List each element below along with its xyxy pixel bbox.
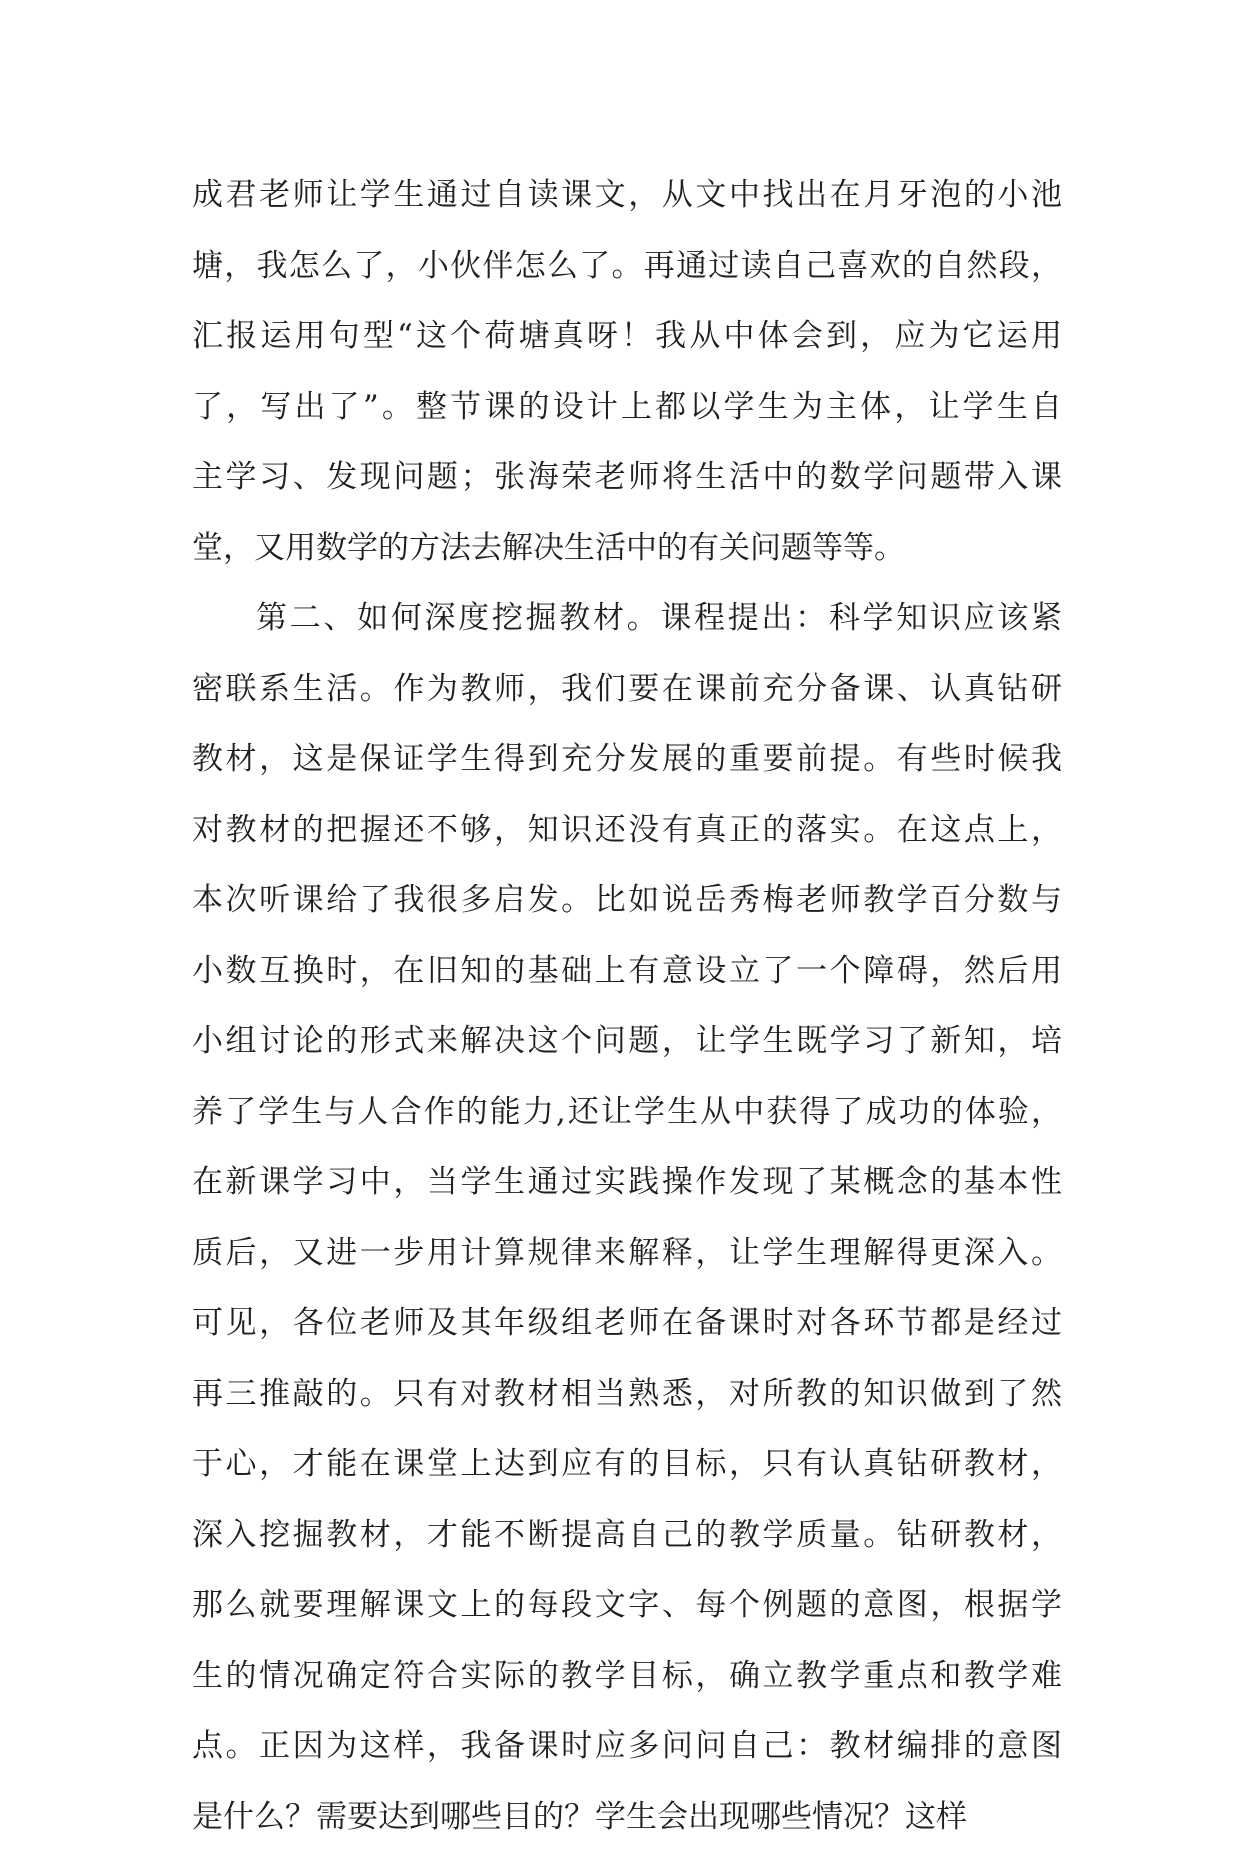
- body-text: [192, 160, 1062, 1852]
- text-line: 对教材的把握还不够，知识还没有真正的落实。在这点上，: [192, 795, 1062, 866]
- text-line: 养了学生与人合作的能力,还让学生从中获得了成功的体验，: [192, 1077, 1062, 1148]
- text-line: 那么就要理解课文上的每段文字、每个例题的意图，根据学: [192, 1570, 1062, 1641]
- text-line: 小组讨论的形式来解决这个问题，让学生既学习了新知，培: [192, 1006, 1062, 1077]
- text-line: 生的情况确定符合实际的教学目标，确立教学重点和教学难: [192, 1641, 1062, 1712]
- text-line: 堂，又用数学的方法去解决生活中的有关问题等等。: [192, 513, 1062, 584]
- text-line: 小数互换时，在旧知的基础上有意设立了一个障碍，然后用: [192, 936, 1062, 1007]
- text-line: 深入挖掘教材，才能不断提高自己的教学质量。钻研教材，: [192, 1500, 1062, 1571]
- text-line: 点。正因为这样，我备课时应多问问自己：教材编排的意图: [192, 1711, 1062, 1782]
- text-line: 是什么？需要达到哪些目的？学生会出现哪些情况？这样: [192, 1782, 1062, 1852]
- text-line: 教材，这是保证学生得到充分发展的重要前提。有些时候我: [192, 724, 1062, 795]
- paragraph-first-line: 第二、如何深度挖掘教材。课程提出：科学知识应该紧: [192, 583, 1062, 654]
- text-line: 塘，我怎么了，小伙伴怎么了。再通过读自己喜欢的自然段，: [192, 231, 1062, 302]
- text-line: 成君老师让学生通过自读课文，从文中找出在月牙泡的小池: [192, 160, 1062, 231]
- text-line: 汇报运用句型“这个荷塘真呀！我从中体会到，应为它运用: [192, 301, 1062, 372]
- text-line: 在新课学习中，当学生通过实践操作发现了某概念的基本性: [192, 1147, 1062, 1218]
- text-line: 于心，才能在课堂上达到应有的目标，只有认真钻研教材，: [192, 1429, 1062, 1500]
- text-line: 了，写出了”。整节课的设计上都以学生为主体，让学生自: [192, 372, 1062, 443]
- text-line: 再三推敲的。只有对教材相当熟悉，对所教的知识做到了然: [192, 1359, 1062, 1430]
- text-line: 质后，又进一步用计算规律来解释，让学生理解得更深入。: [192, 1218, 1062, 1289]
- text-line: 可见，各位老师及其年级组老师在备课时对各环节都是经过: [192, 1288, 1062, 1359]
- text-line: 本次听课给了我很多启发。比如说岳秀梅老师教学百分数与: [192, 865, 1062, 936]
- text-line: 密联系生活。作为教师，我们要在课前充分备课、认真钻研: [192, 654, 1062, 725]
- text-line: 主学习、发现问题；张海荣老师将生活中的数学问题带入课: [192, 442, 1062, 513]
